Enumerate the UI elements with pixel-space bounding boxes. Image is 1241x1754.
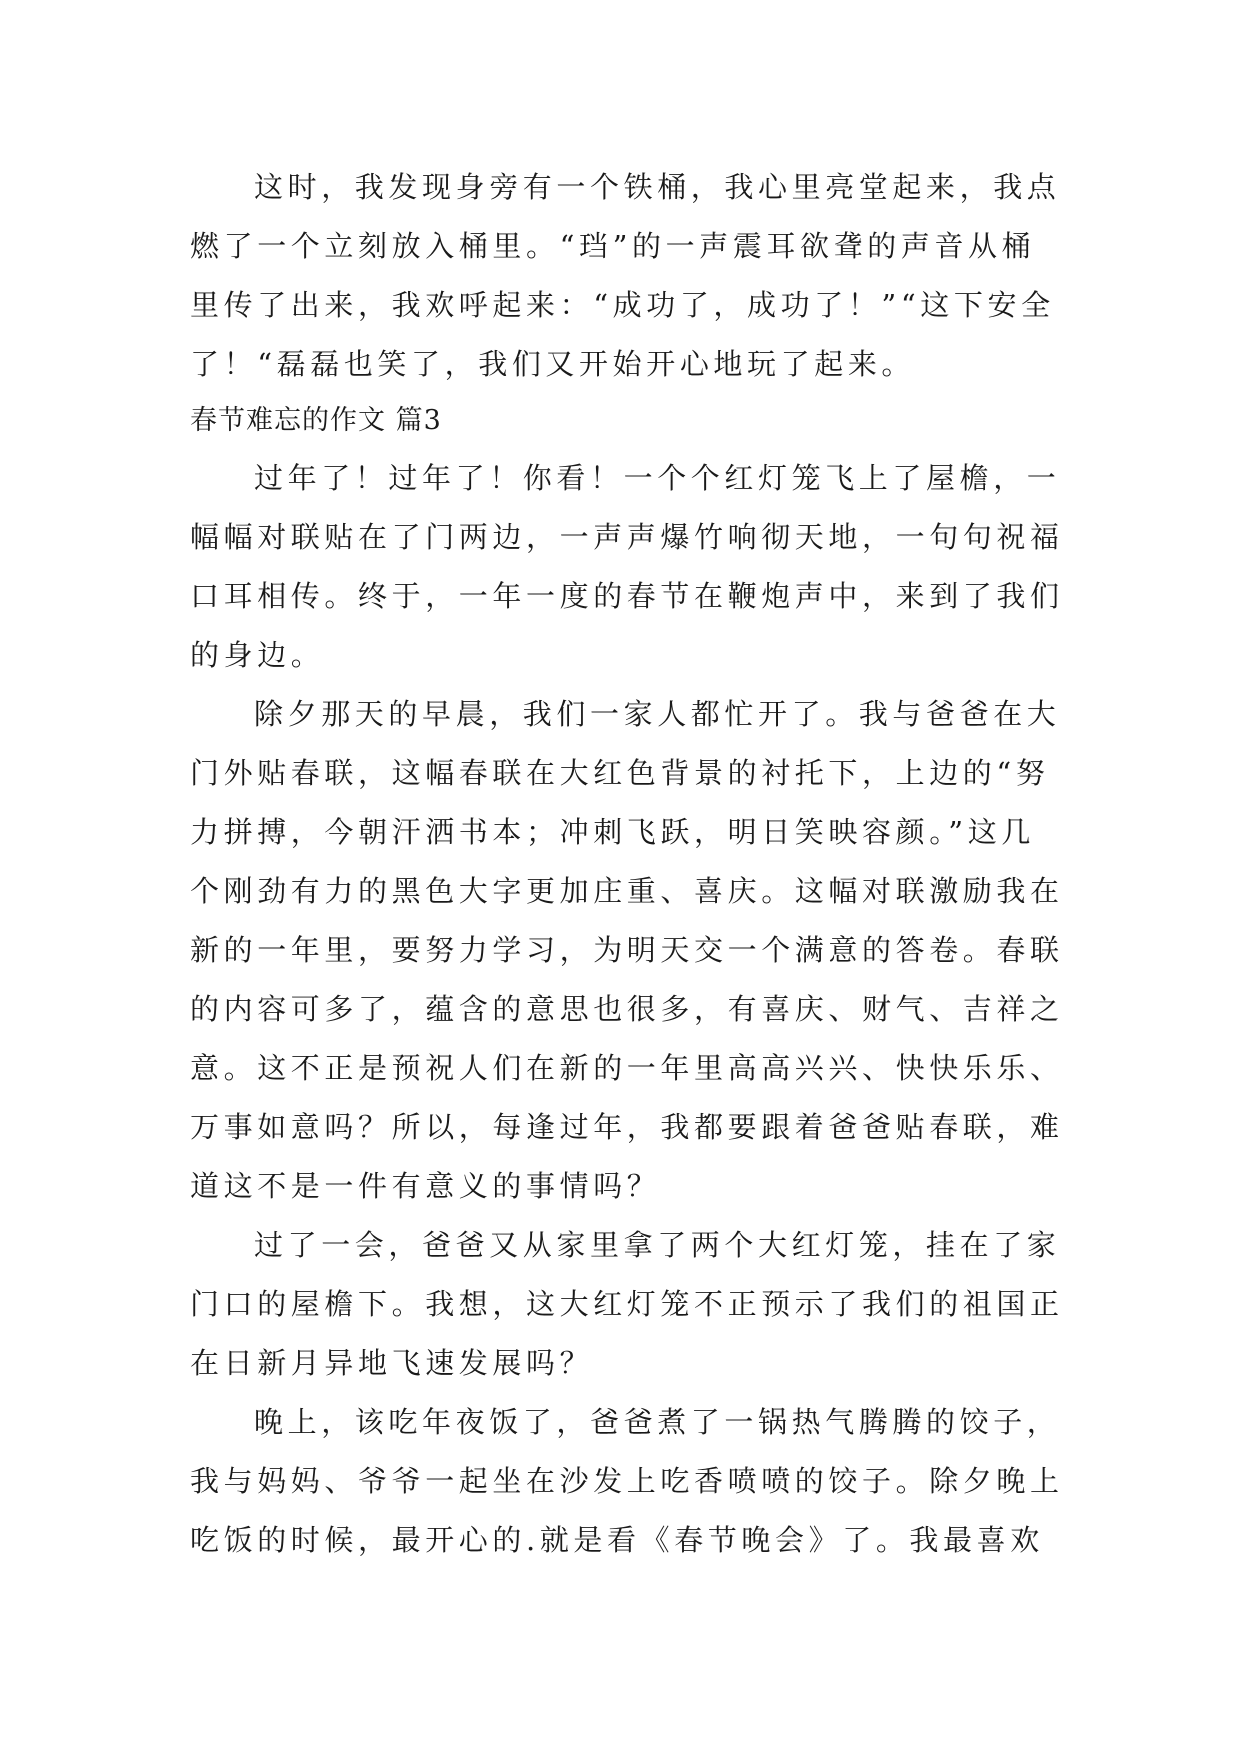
section-heading: 春节难忘的作文 篇3 [190, 405, 442, 436]
paragraph-4-line-2: 门口的屋檐下。我想，这大红灯笼不正预示了我们的祖国正 [190, 1287, 1064, 1321]
paragraph-3-line-7: 意。这不正是预祝人们在新的一年里高高兴兴、快快乐乐、 [190, 1051, 1064, 1085]
paragraph-2-line-2: 幅幅对联贴在了门两边，一声声爆竹响彻天地，一句句祝福 [190, 520, 1064, 554]
paragraph-3-line-4: 个刚劲有力的黑色大字更加庄重、喜庆。这幅对联激励我在 [190, 874, 1064, 908]
paragraph-4-line-1: 过了一会，爸爸又从家里拿了两个大红灯笼，挂在了家 [254, 1228, 1061, 1262]
paragraph-2-line-1: 过年了！过年了！你看！一个个红灯笼飞上了屋檐，一 [254, 461, 1061, 495]
paragraph-3-line-1: 除夕那天的早晨，我们一家人都忙开了。我与爸爸在大 [254, 697, 1061, 731]
paragraph-2-line-4: 的身边。 [190, 638, 325, 672]
paragraph-5-line-3: 吃饭的时候，最开心的.就是看《春节晚会》了。我最喜欢 [190, 1523, 1044, 1557]
paragraph-2-line-3: 口耳相传。终于，一年一度的春节在鞭炮声中，来到了我们 [190, 579, 1064, 613]
paragraph-1-line-1: 这时，我发现身旁有一个铁桶，我心里亮堂起来，我点 [254, 170, 1061, 204]
paragraph-1-line-4: 了！“磊磊也笑了，我们又开始开心地玩了起来。 [190, 347, 916, 381]
paragraph-3-line-8: 万事如意吗？所以，每逢过年，我都要跟着爸爸贴春联，难 [190, 1110, 1064, 1144]
paragraph-3-line-2: 门外贴春联，这幅春联在大红色背景的衬托下，上边的“努 [190, 756, 1050, 790]
paragraph-5-line-2: 我与妈妈、爷爷一起坐在沙发上吃香喷喷的饺子。除夕晚上 [190, 1464, 1064, 1498]
paragraph-3-line-3: 力拼搏，今朝汗洒书本；冲刺飞跃，明日笑映容颜。”这几 [190, 815, 1035, 849]
paragraph-3-line-9: 道这不是一件有意义的事情吗？ [190, 1169, 661, 1203]
paragraph-4-line-3: 在日新月异地飞速发展吗？ [190, 1346, 594, 1380]
paragraph-3-line-5: 新的一年里，要努力学习，为明天交一个满意的答卷。春联 [190, 933, 1064, 967]
paragraph-1-line-3: 里传了出来，我欢呼起来：“成功了，成功了！”“这下安全 [190, 288, 1055, 322]
paragraph-1-line-2: 燃了一个立刻放入桶里。“珰”的一声震耳欲聋的声音从桶 [190, 229, 1036, 263]
paragraph-3-line-6: 的内容可多了，蕴含的意思也很多，有喜庆、财气、吉祥之 [190, 992, 1064, 1026]
paragraph-5-line-1: 晚上，该吃年夜饭了，爸爸煮了一锅热气腾腾的饺子， [254, 1405, 1061, 1439]
